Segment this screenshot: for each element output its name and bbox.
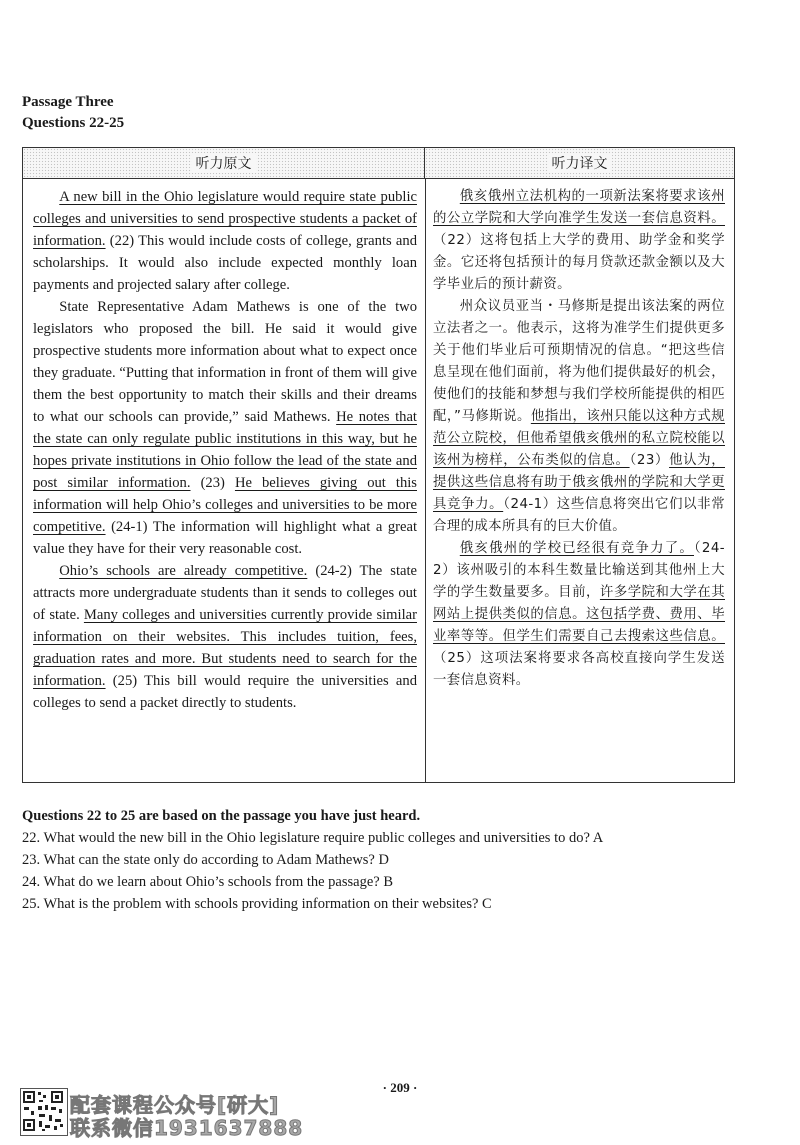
- zh-text: （24-2）该州吸引的本科生数量比输送到其他州上大学的学生数量要多。目前，: [433, 541, 725, 600]
- zh-answer-22: 俄亥俄州立法机构的一项新法案将要求该州的公立学院和大学向准学生发送一套信息资料。: [433, 189, 725, 226]
- en-answer-24-1: He believes giving out this information will help Ohio’s colleges and universities to be more competitive.: [33, 475, 417, 535]
- zh-answer-23: 他指出，该州只能以这种方式规范公立院校，但他希望俄亥俄州的私立院校能以该州为榜样，公布类似的信息。: [433, 409, 725, 468]
- en-paragraph-1: [33, 186, 417, 296]
- en-text: (24-2) The state attracts more undergraduate students than it sends to colleges out of state.: [33, 563, 418, 623]
- english-transcript: [33, 186, 417, 714]
- en-answer-23: He notes that the state can only regulate public institutions in this way, but he hopes private institutions in Ohio follow the lead of the state and post similar information.: [33, 409, 417, 491]
- qr-code-icon: [20, 1088, 68, 1136]
- zh-text: （24-1）这些信息将突出它们以非常合理的成本所具有的巨大价值。: [433, 497, 725, 534]
- zh-answer-25: 许多学院和大学在其网站上提供类似的信息。这包括学费、费用、毕业率等等。但学生们需要自己去搜索这些信息。: [433, 585, 725, 644]
- header-translation-label: 听力译文: [548, 153, 612, 173]
- header-translation: [425, 148, 734, 179]
- zh-text: （22）这将包括上大学的费用、助学金和奖学金。它还将包括预计的每月贷款还款金额以及大学毕业后的预计薪资。: [433, 233, 725, 292]
- en-text: (24-1) The information will highlight what a great value they have for their very reasonable cost.: [33, 519, 417, 557]
- watermark-line-2: 联系微信1931637888: [70, 1116, 304, 1140]
- questions-range: Questions 22-25: [22, 115, 125, 131]
- zh-paragraph-1: [433, 186, 725, 296]
- question-23: 23. What can the state only do according to Adam Mathews? D: [22, 852, 389, 868]
- zh-text: （25）这项法案将要求各高校直接向学生发送一套信息资料。: [433, 651, 725, 688]
- en-answer-22: A new bill in the Ohio legislature would require state public colleges and universities to send prospective students a packet of information.: [33, 189, 417, 249]
- header-original-label: 听力原文: [192, 153, 256, 173]
- passage-title: Passage Three: [22, 94, 114, 110]
- en-text: State Representative Adam Mathews is one of the two legislators who proposed the bill. He said it would give prospective students more information about what to expect once they graduate. “Putting that information in front of them will give them the best opportunity to match their skills and their dreams to what our schools can provide,” said Mathews.: [33, 299, 417, 425]
- en-answer-24-2: Ohio’s schools are already competitive.: [59, 563, 308, 579]
- en-answer-25: Many colleges and universities currently provide similar information on their websites. This includes tuition, fees, graduation rates and more. But students need to search for the information.: [33, 607, 417, 689]
- watermark-line-1: 配套课程公众号[研大]: [70, 1093, 280, 1117]
- page-number: · 209 ·: [382, 1080, 418, 1095]
- en-text: (25) This bill would require the universities and colleges to send a packet directly to students.: [33, 673, 417, 711]
- header-original: [23, 148, 425, 179]
- column-divider: [425, 179, 426, 782]
- zh-paragraph-2: [433, 296, 725, 538]
- zh-answer-24-1: 他认为，提供这些信息将有助于俄亥俄州的学院和大学更具竞争力。: [433, 453, 725, 512]
- zh-text: 州众议员亚当・马修斯是提出该法案的两位立法者之一。他表示，这将为准学生们提供更多关于他们毕业后可预期情况的信息。“把这些信息呈现在他们面前，将为他们提供最好的机会，使他们的技能和梦想与我们学校所能提供的相匹配，”马修斯说。: [433, 299, 725, 424]
- questions-section: [22, 805, 762, 915]
- chinese-translation: [433, 186, 725, 692]
- question-24: 24. What do we learn about Ohio’s schools from the passage? B: [22, 874, 394, 890]
- en-text: (22) This would include costs of college, grants and scholarships. It would also include expected monthly loan payments and projected salary after college.: [33, 233, 417, 293]
- questions-intro: Questions 22 to 25 are based on the passage you have just heard.: [22, 808, 421, 824]
- zh-answer-24-2: 俄亥俄州的学校已经很有竞争力了。: [459, 541, 694, 556]
- question-25: 25. What is the problem with schools providing information on their websites? C: [22, 896, 492, 912]
- transcript-table: [22, 147, 735, 783]
- zh-text: （23）: [629, 453, 670, 468]
- zh-paragraph-3: [433, 538, 725, 692]
- question-22: 22. What would the new bill in the Ohio legislature require public colleges and universities to do? A: [22, 830, 604, 846]
- en-paragraph-2: [33, 296, 417, 560]
- en-paragraph-3: [33, 560, 417, 714]
- en-text: (23): [190, 475, 235, 491]
